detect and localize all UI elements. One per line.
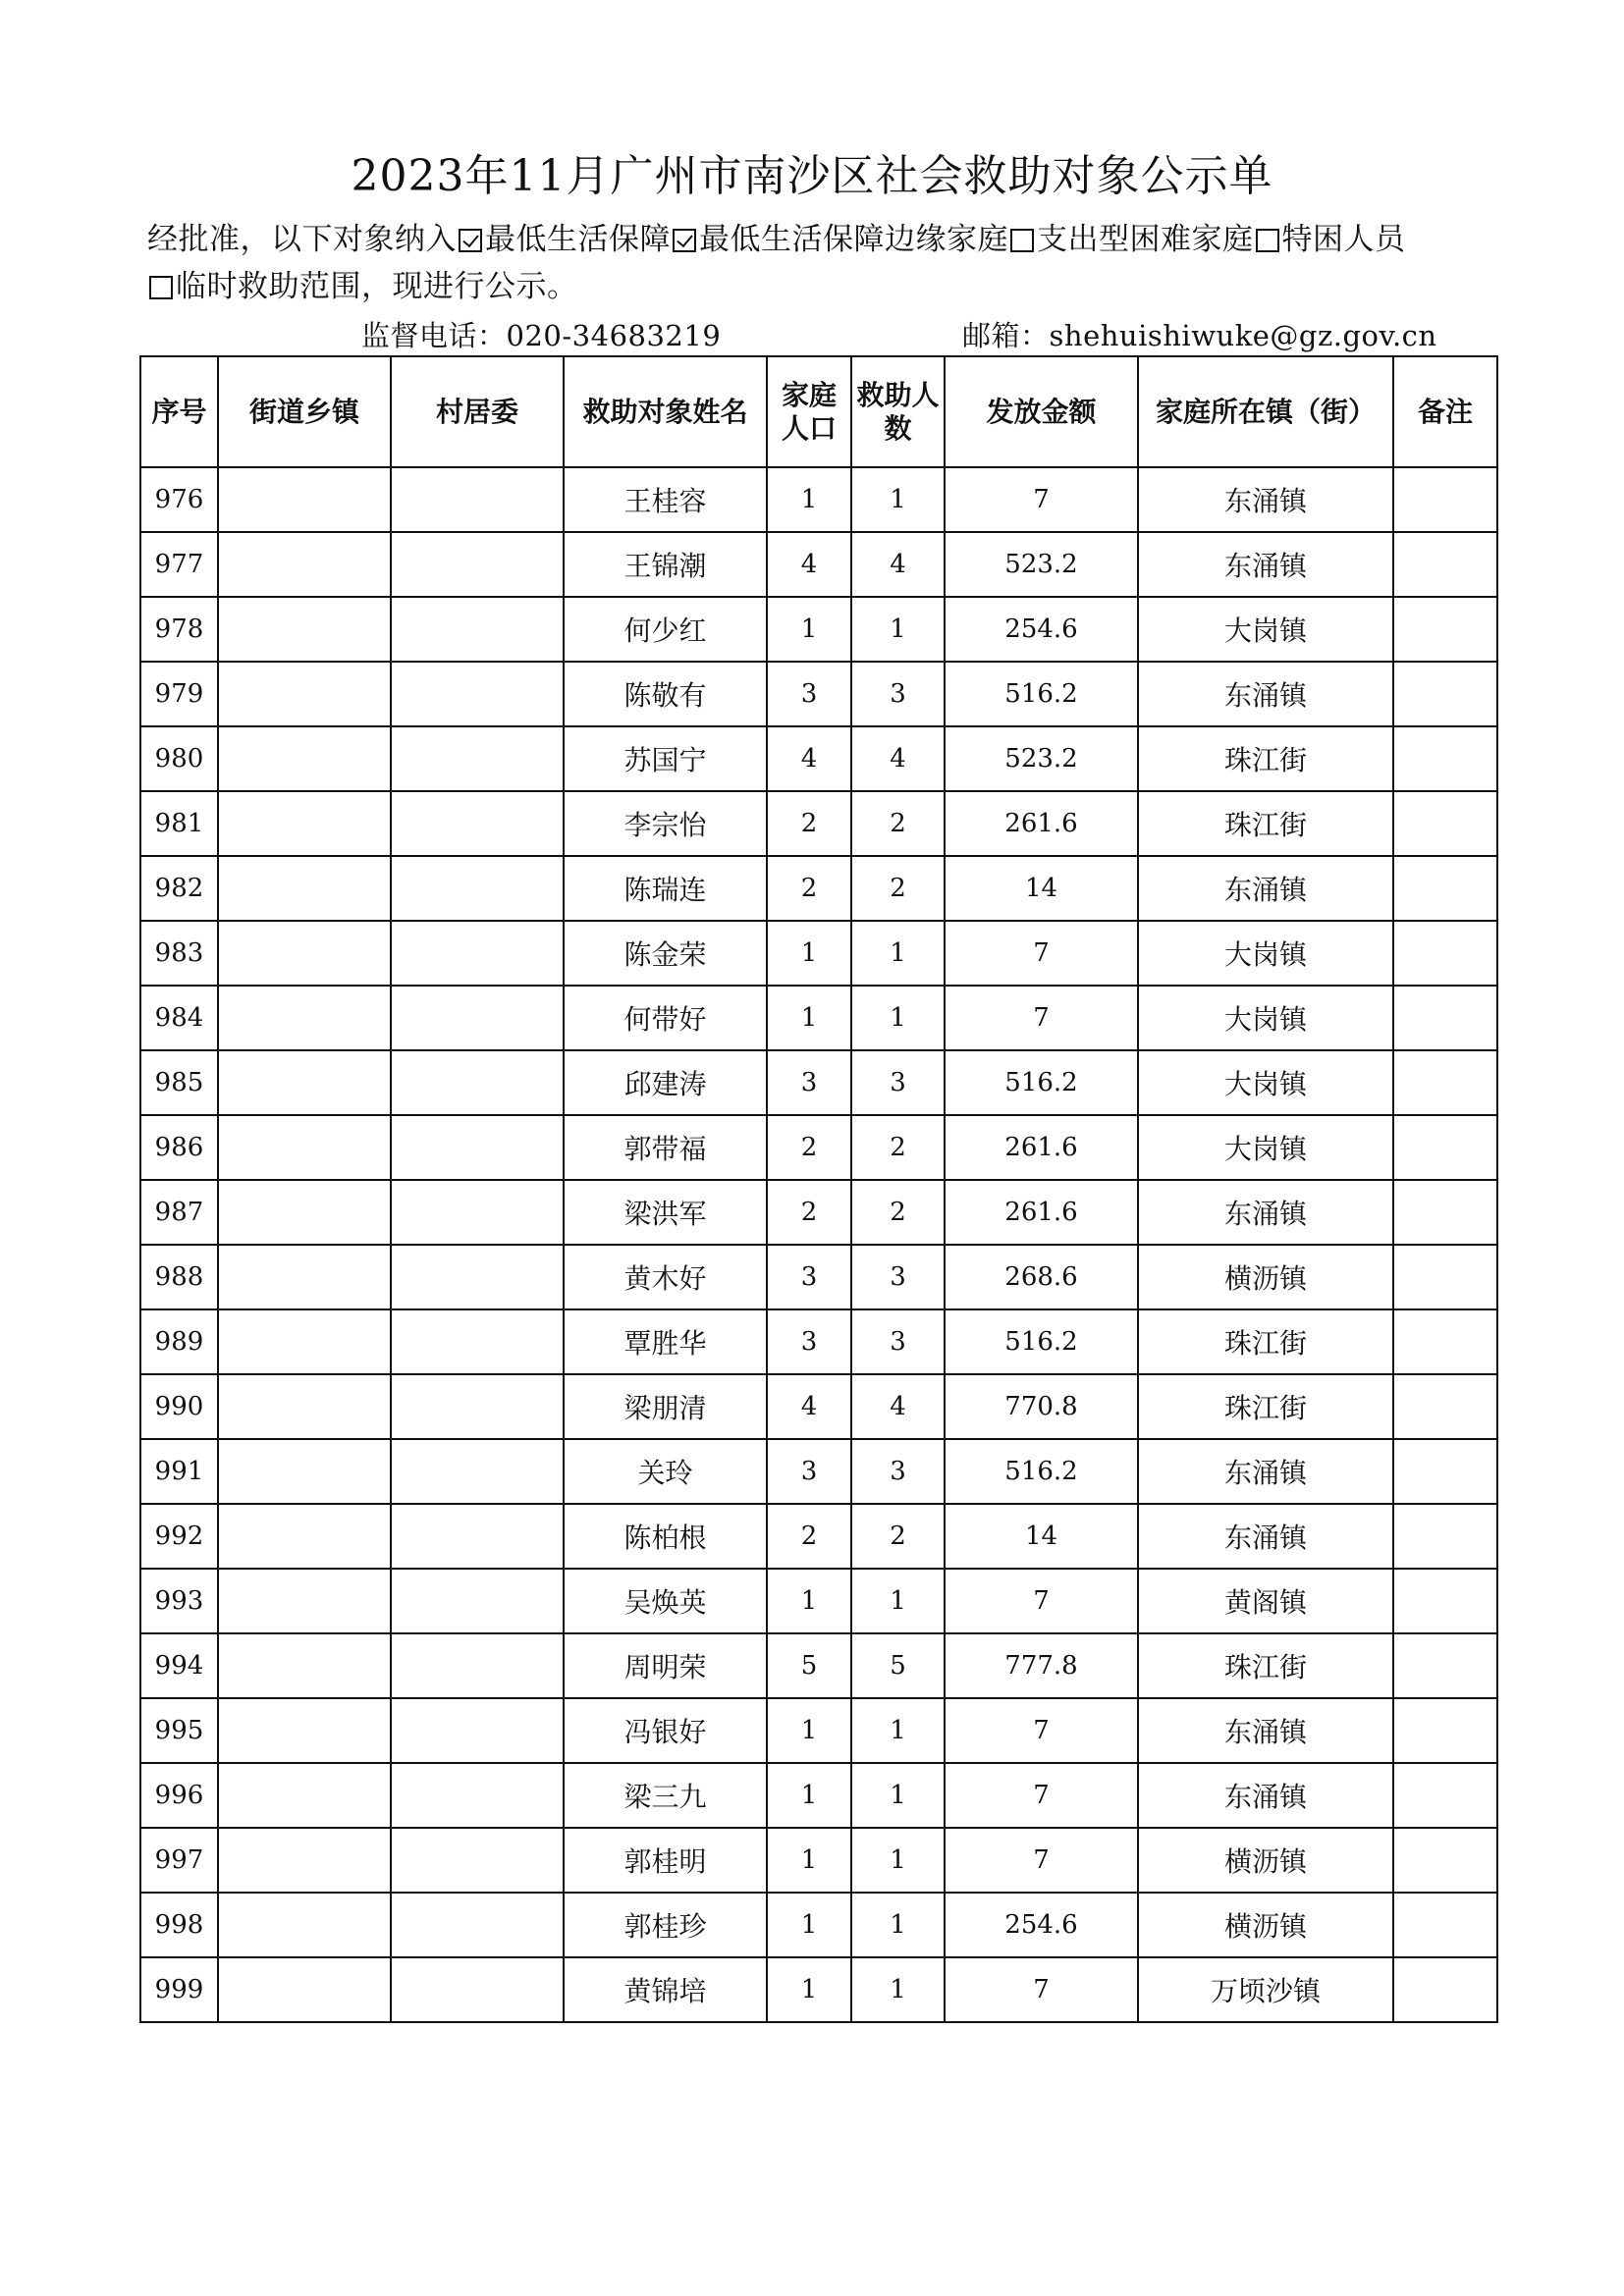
amount-cell: 261.6 bbox=[945, 1180, 1138, 1245]
household-size-cell: 2 bbox=[767, 1180, 851, 1245]
note-cell bbox=[1393, 1309, 1497, 1374]
town-cell: 东涌镇 bbox=[1138, 1698, 1393, 1763]
recipient-name-cell: 吴焕英 bbox=[564, 1569, 767, 1633]
aided-count-cell: 1 bbox=[851, 467, 945, 532]
household-size-cell: 1 bbox=[767, 597, 851, 662]
household-size-cell: 3 bbox=[767, 1050, 851, 1115]
option-label: 最低生活保障边缘家庭 bbox=[699, 222, 1008, 257]
household-size-cell: 3 bbox=[767, 662, 851, 726]
household-size-cell: 4 bbox=[767, 1374, 851, 1439]
option-label: 特困人员 bbox=[1281, 222, 1406, 257]
table-row bbox=[140, 532, 1497, 597]
town-cell: 珠江街 bbox=[1138, 726, 1393, 791]
village-cell bbox=[391, 467, 564, 532]
row-number-cell: 988 bbox=[140, 1245, 218, 1309]
amount-cell: 523.2 bbox=[945, 532, 1138, 597]
note-cell bbox=[1393, 1050, 1497, 1115]
aided-count-cell: 3 bbox=[851, 1439, 945, 1504]
recipient-name-cell: 覃胜华 bbox=[564, 1309, 767, 1374]
town-cell: 横沥镇 bbox=[1138, 1245, 1393, 1309]
village-cell bbox=[391, 1698, 564, 1763]
table-body bbox=[140, 467, 1497, 2022]
header-cell: 救助对象姓名 bbox=[564, 356, 767, 467]
aided-count-cell: 2 bbox=[851, 1180, 945, 1245]
aided-count-cell: 1 bbox=[851, 1698, 945, 1763]
amount-cell: 14 bbox=[945, 856, 1138, 921]
aided-count-cell: 1 bbox=[851, 1828, 945, 1893]
recipient-name-cell: 陈柏根 bbox=[564, 1504, 767, 1569]
amount-cell: 7 bbox=[945, 1763, 1138, 1828]
table-header-row bbox=[140, 356, 1497, 467]
note-cell bbox=[1393, 1893, 1497, 1957]
aided-count-cell: 1 bbox=[851, 1957, 945, 2022]
household-size-cell: 1 bbox=[767, 1763, 851, 1828]
street-cell bbox=[218, 597, 391, 662]
note-cell bbox=[1393, 1180, 1497, 1245]
note-cell bbox=[1393, 532, 1497, 597]
note-cell bbox=[1393, 1439, 1497, 1504]
row-number-cell: 998 bbox=[140, 1893, 218, 1957]
town-cell: 横沥镇 bbox=[1138, 1828, 1393, 1893]
table-row bbox=[140, 1763, 1497, 1828]
household-size-cell: 3 bbox=[767, 1309, 851, 1374]
street-cell bbox=[218, 1763, 391, 1828]
header-cell: 街道乡镇 bbox=[218, 356, 391, 467]
aided-count-cell: 1 bbox=[851, 921, 945, 986]
street-cell bbox=[218, 791, 391, 856]
town-cell: 黄阁镇 bbox=[1138, 1569, 1393, 1633]
email-address: shehuishiwuke@gz.gov.cn bbox=[1049, 319, 1437, 352]
note-cell bbox=[1393, 921, 1497, 986]
village-cell bbox=[391, 1569, 564, 1633]
village-cell bbox=[391, 1893, 564, 1957]
amount-cell: 523.2 bbox=[945, 726, 1138, 791]
town-cell: 珠江街 bbox=[1138, 1309, 1393, 1374]
note-cell bbox=[1393, 1374, 1497, 1439]
option-label: 最低生活保障 bbox=[485, 222, 671, 257]
amount-cell: 516.2 bbox=[945, 1309, 1138, 1374]
town-cell: 大岗镇 bbox=[1138, 986, 1393, 1050]
aided-count-cell: 2 bbox=[851, 791, 945, 856]
street-cell bbox=[218, 986, 391, 1050]
table-row bbox=[140, 1957, 1497, 2022]
recipient-name-cell: 何带好 bbox=[564, 986, 767, 1050]
row-number-cell: 986 bbox=[140, 1115, 218, 1180]
amount-cell: 7 bbox=[945, 1569, 1138, 1633]
recipient-name-cell: 苏国宁 bbox=[564, 726, 767, 791]
intro-paragraph bbox=[147, 216, 1502, 310]
household-size-cell: 1 bbox=[767, 921, 851, 986]
town-cell: 横沥镇 bbox=[1138, 1893, 1393, 1957]
note-cell bbox=[1393, 986, 1497, 1050]
table-row bbox=[140, 467, 1497, 532]
note-cell bbox=[1393, 467, 1497, 532]
village-cell bbox=[391, 1374, 564, 1439]
header-cell: 备注 bbox=[1393, 356, 1497, 467]
street-cell bbox=[218, 1893, 391, 1957]
household-size-cell: 2 bbox=[767, 791, 851, 856]
village-cell bbox=[391, 1504, 564, 1569]
aided-count-cell: 3 bbox=[851, 1309, 945, 1374]
aided-count-cell: 1 bbox=[851, 1893, 945, 1957]
row-number-cell: 977 bbox=[140, 532, 218, 597]
amount-cell: 261.6 bbox=[945, 791, 1138, 856]
note-cell bbox=[1393, 1828, 1497, 1893]
aid-recipients-table bbox=[139, 355, 1498, 2023]
household-size-cell: 4 bbox=[767, 726, 851, 791]
amount-cell: 7 bbox=[945, 467, 1138, 532]
street-cell bbox=[218, 1633, 391, 1698]
village-cell bbox=[391, 856, 564, 921]
town-cell: 东涌镇 bbox=[1138, 1439, 1393, 1504]
village-cell bbox=[391, 921, 564, 986]
checkbox-unchecked-icon[interactable] bbox=[1010, 229, 1034, 252]
street-cell bbox=[218, 921, 391, 986]
header-cell: 序号 bbox=[140, 356, 218, 467]
amount-cell: 7 bbox=[945, 986, 1138, 1050]
recipient-name-cell: 陈敬有 bbox=[564, 662, 767, 726]
note-cell bbox=[1393, 1504, 1497, 1569]
street-cell bbox=[218, 1439, 391, 1504]
town-cell: 东涌镇 bbox=[1138, 1763, 1393, 1828]
recipient-name-cell: 陈瑞连 bbox=[564, 856, 767, 921]
table-row bbox=[140, 1698, 1497, 1763]
table-row bbox=[140, 597, 1497, 662]
street-cell bbox=[218, 1374, 391, 1439]
street-cell bbox=[218, 1569, 391, 1633]
street-cell bbox=[218, 532, 391, 597]
town-cell: 东涌镇 bbox=[1138, 856, 1393, 921]
amount-cell: 7 bbox=[945, 1828, 1138, 1893]
table-row bbox=[140, 1569, 1497, 1633]
village-cell bbox=[391, 726, 564, 791]
row-number-cell: 992 bbox=[140, 1504, 218, 1569]
header-cell: 家庭人口 bbox=[767, 356, 851, 467]
household-size-cell: 3 bbox=[767, 1439, 851, 1504]
recipient-name-cell: 郭带福 bbox=[564, 1115, 767, 1180]
row-number-cell: 990 bbox=[140, 1374, 218, 1439]
row-number-cell: 978 bbox=[140, 597, 218, 662]
recipient-name-cell: 周明荣 bbox=[564, 1633, 767, 1698]
table-row bbox=[140, 986, 1497, 1050]
recipient-name-cell: 梁朋清 bbox=[564, 1374, 767, 1439]
town-cell: 大岗镇 bbox=[1138, 1115, 1393, 1180]
table-row bbox=[140, 662, 1497, 726]
village-cell bbox=[391, 597, 564, 662]
note-cell bbox=[1393, 1633, 1497, 1698]
aided-count-cell: 3 bbox=[851, 1245, 945, 1309]
aided-count-cell: 2 bbox=[851, 1115, 945, 1180]
village-cell bbox=[391, 662, 564, 726]
table-row bbox=[140, 1180, 1497, 1245]
household-size-cell: 2 bbox=[767, 1115, 851, 1180]
street-cell bbox=[218, 1180, 391, 1245]
row-number-cell: 993 bbox=[140, 1569, 218, 1633]
town-cell: 大岗镇 bbox=[1138, 921, 1393, 986]
amount-cell: 14 bbox=[945, 1504, 1138, 1569]
recipient-name-cell: 黄锦培 bbox=[564, 1957, 767, 2022]
aided-count-cell: 4 bbox=[851, 726, 945, 791]
recipient-name-cell: 黄木好 bbox=[564, 1245, 767, 1309]
town-cell: 大岗镇 bbox=[1138, 597, 1393, 662]
aided-count-cell: 1 bbox=[851, 1569, 945, 1633]
town-cell: 珠江街 bbox=[1138, 791, 1393, 856]
amount-cell: 7 bbox=[945, 921, 1138, 986]
row-number-cell: 981 bbox=[140, 791, 218, 856]
village-cell bbox=[391, 1050, 564, 1115]
household-size-cell: 1 bbox=[767, 1893, 851, 1957]
street-cell bbox=[218, 726, 391, 791]
note-cell bbox=[1393, 1698, 1497, 1763]
amount-cell: 777.8 bbox=[945, 1633, 1138, 1698]
town-cell: 大岗镇 bbox=[1138, 1050, 1393, 1115]
checkbox-unchecked-icon[interactable] bbox=[1256, 229, 1279, 252]
row-number-cell: 982 bbox=[140, 856, 218, 921]
street-cell bbox=[218, 1828, 391, 1893]
row-number-cell: 995 bbox=[140, 1698, 218, 1763]
recipient-name-cell: 何少红 bbox=[564, 597, 767, 662]
amount-cell: 516.2 bbox=[945, 1439, 1138, 1504]
supervision-phone bbox=[361, 316, 721, 355]
row-number-cell: 991 bbox=[140, 1439, 218, 1504]
row-number-cell: 996 bbox=[140, 1763, 218, 1828]
checkbox-unchecked-icon[interactable] bbox=[149, 276, 173, 299]
street-cell bbox=[218, 1698, 391, 1763]
email-label: 邮箱： bbox=[962, 319, 1050, 352]
aided-count-cell: 3 bbox=[851, 662, 945, 726]
table-row bbox=[140, 1245, 1497, 1309]
header-cell: 发放金额 bbox=[945, 356, 1138, 467]
note-cell bbox=[1393, 791, 1497, 856]
recipient-name-cell: 李宗怡 bbox=[564, 791, 767, 856]
town-cell: 东涌镇 bbox=[1138, 532, 1393, 597]
village-cell bbox=[391, 1115, 564, 1180]
note-cell bbox=[1393, 662, 1497, 726]
town-cell: 东涌镇 bbox=[1138, 467, 1393, 532]
village-cell bbox=[391, 1439, 564, 1504]
table-row bbox=[140, 726, 1497, 791]
town-cell: 珠江街 bbox=[1138, 1633, 1393, 1698]
street-cell bbox=[218, 467, 391, 532]
amount-cell: 261.6 bbox=[945, 1115, 1138, 1180]
street-cell bbox=[218, 1309, 391, 1374]
aided-count-cell: 5 bbox=[851, 1633, 945, 1698]
village-cell bbox=[391, 1180, 564, 1245]
table-row bbox=[140, 1050, 1497, 1115]
amount-cell: 516.2 bbox=[945, 662, 1138, 726]
street-cell bbox=[218, 1957, 391, 2022]
row-number-cell: 989 bbox=[140, 1309, 218, 1374]
row-number-cell: 980 bbox=[140, 726, 218, 791]
amount-cell: 516.2 bbox=[945, 1050, 1138, 1115]
aided-count-cell: 2 bbox=[851, 1504, 945, 1569]
note-cell bbox=[1393, 1957, 1497, 2022]
street-cell bbox=[218, 856, 391, 921]
household-size-cell: 2 bbox=[767, 856, 851, 921]
aided-count-cell: 1 bbox=[851, 986, 945, 1050]
table-row bbox=[140, 856, 1497, 921]
household-size-cell: 1 bbox=[767, 1698, 851, 1763]
village-cell bbox=[391, 1957, 564, 2022]
page-title: 2023年11月广州市南沙区社会救助对象公示单 bbox=[351, 151, 1273, 201]
household-size-cell: 1 bbox=[767, 986, 851, 1050]
checkbox-checked-icon[interactable] bbox=[459, 229, 482, 252]
recipient-name-cell: 冯银好 bbox=[564, 1698, 767, 1763]
note-cell bbox=[1393, 726, 1497, 791]
amount-cell: 268.6 bbox=[945, 1245, 1138, 1309]
household-size-cell: 1 bbox=[767, 1569, 851, 1633]
phone-number: 020-34683219 bbox=[506, 319, 722, 352]
recipient-name-cell: 梁洪军 bbox=[564, 1180, 767, 1245]
note-cell bbox=[1393, 1569, 1497, 1633]
town-cell: 珠江街 bbox=[1138, 1374, 1393, 1439]
table-row bbox=[140, 791, 1497, 856]
street-cell bbox=[218, 1245, 391, 1309]
aided-count-cell: 4 bbox=[851, 532, 945, 597]
amount-cell: 7 bbox=[945, 1957, 1138, 2022]
note-cell bbox=[1393, 1763, 1497, 1828]
aided-count-cell: 1 bbox=[851, 597, 945, 662]
village-cell bbox=[391, 1828, 564, 1893]
row-number-cell: 985 bbox=[140, 1050, 218, 1115]
option-label: 支出型困难家庭 bbox=[1037, 222, 1254, 257]
table-row bbox=[140, 921, 1497, 986]
row-number-cell: 999 bbox=[140, 1957, 218, 2022]
recipient-name-cell: 梁三九 bbox=[564, 1763, 767, 1828]
village-cell bbox=[391, 1309, 564, 1374]
option-label: 临时救助范围，现进行公示。 bbox=[176, 269, 578, 304]
row-number-cell: 983 bbox=[140, 921, 218, 986]
table-row bbox=[140, 1633, 1497, 1698]
household-size-cell: 5 bbox=[767, 1633, 851, 1698]
row-number-cell: 987 bbox=[140, 1180, 218, 1245]
note-cell bbox=[1393, 1245, 1497, 1309]
row-number-cell: 994 bbox=[140, 1633, 218, 1698]
recipient-name-cell: 王桂容 bbox=[564, 467, 767, 532]
village-cell bbox=[391, 986, 564, 1050]
table-row bbox=[140, 1115, 1497, 1180]
amount-cell: 254.6 bbox=[945, 597, 1138, 662]
row-number-cell: 997 bbox=[140, 1828, 218, 1893]
recipient-name-cell: 关玲 bbox=[564, 1439, 767, 1504]
village-cell bbox=[391, 1763, 564, 1828]
aided-count-cell: 4 bbox=[851, 1374, 945, 1439]
row-number-cell: 984 bbox=[140, 986, 218, 1050]
street-cell bbox=[218, 1504, 391, 1569]
table-row bbox=[140, 1374, 1497, 1439]
intro-prefix: 经批准，以下对象纳入 bbox=[147, 222, 457, 257]
town-cell: 东涌镇 bbox=[1138, 662, 1393, 726]
town-cell: 东涌镇 bbox=[1138, 1504, 1393, 1569]
phone-label: 监督电话： bbox=[361, 319, 507, 352]
aided-count-cell: 3 bbox=[851, 1050, 945, 1115]
aided-count-cell: 1 bbox=[851, 1763, 945, 1828]
household-size-cell: 1 bbox=[767, 1957, 851, 2022]
street-cell bbox=[218, 1115, 391, 1180]
recipient-name-cell: 郭桂珍 bbox=[564, 1893, 767, 1957]
recipient-name-cell: 邱建涛 bbox=[564, 1050, 767, 1115]
recipient-name-cell: 王锦潮 bbox=[564, 532, 767, 597]
table-row bbox=[140, 1309, 1497, 1374]
header-cell: 村居委 bbox=[391, 356, 564, 467]
table-row bbox=[140, 1504, 1497, 1569]
row-number-cell: 979 bbox=[140, 662, 218, 726]
household-size-cell: 3 bbox=[767, 1245, 851, 1309]
village-cell bbox=[391, 1633, 564, 1698]
header-cell: 家庭所在镇（街） bbox=[1138, 356, 1393, 467]
town-cell: 东涌镇 bbox=[1138, 1180, 1393, 1245]
note-cell bbox=[1393, 856, 1497, 921]
aided-count-cell: 2 bbox=[851, 856, 945, 921]
amount-cell: 7 bbox=[945, 1698, 1138, 1763]
checkbox-checked-icon[interactable] bbox=[673, 229, 696, 252]
table-row bbox=[140, 1439, 1497, 1504]
village-cell bbox=[391, 791, 564, 856]
street-cell bbox=[218, 1050, 391, 1115]
note-cell bbox=[1393, 597, 1497, 662]
header-cell: 救助人数 bbox=[851, 356, 945, 467]
table-row bbox=[140, 1893, 1497, 1957]
note-cell bbox=[1393, 1115, 1497, 1180]
household-size-cell: 1 bbox=[767, 1828, 851, 1893]
recipient-name-cell: 郭桂明 bbox=[564, 1828, 767, 1893]
household-size-cell: 2 bbox=[767, 1504, 851, 1569]
table-row bbox=[140, 1828, 1497, 1893]
street-cell bbox=[218, 662, 391, 726]
amount-cell: 254.6 bbox=[945, 1893, 1138, 1957]
household-size-cell: 4 bbox=[767, 532, 851, 597]
row-number-cell: 976 bbox=[140, 467, 218, 532]
amount-cell: 770.8 bbox=[945, 1374, 1138, 1439]
village-cell bbox=[391, 1245, 564, 1309]
household-size-cell: 1 bbox=[767, 467, 851, 532]
contact-email bbox=[962, 316, 1437, 355]
village-cell bbox=[391, 532, 564, 597]
town-cell: 万顷沙镇 bbox=[1138, 1957, 1393, 2022]
recipient-name-cell: 陈金荣 bbox=[564, 921, 767, 986]
